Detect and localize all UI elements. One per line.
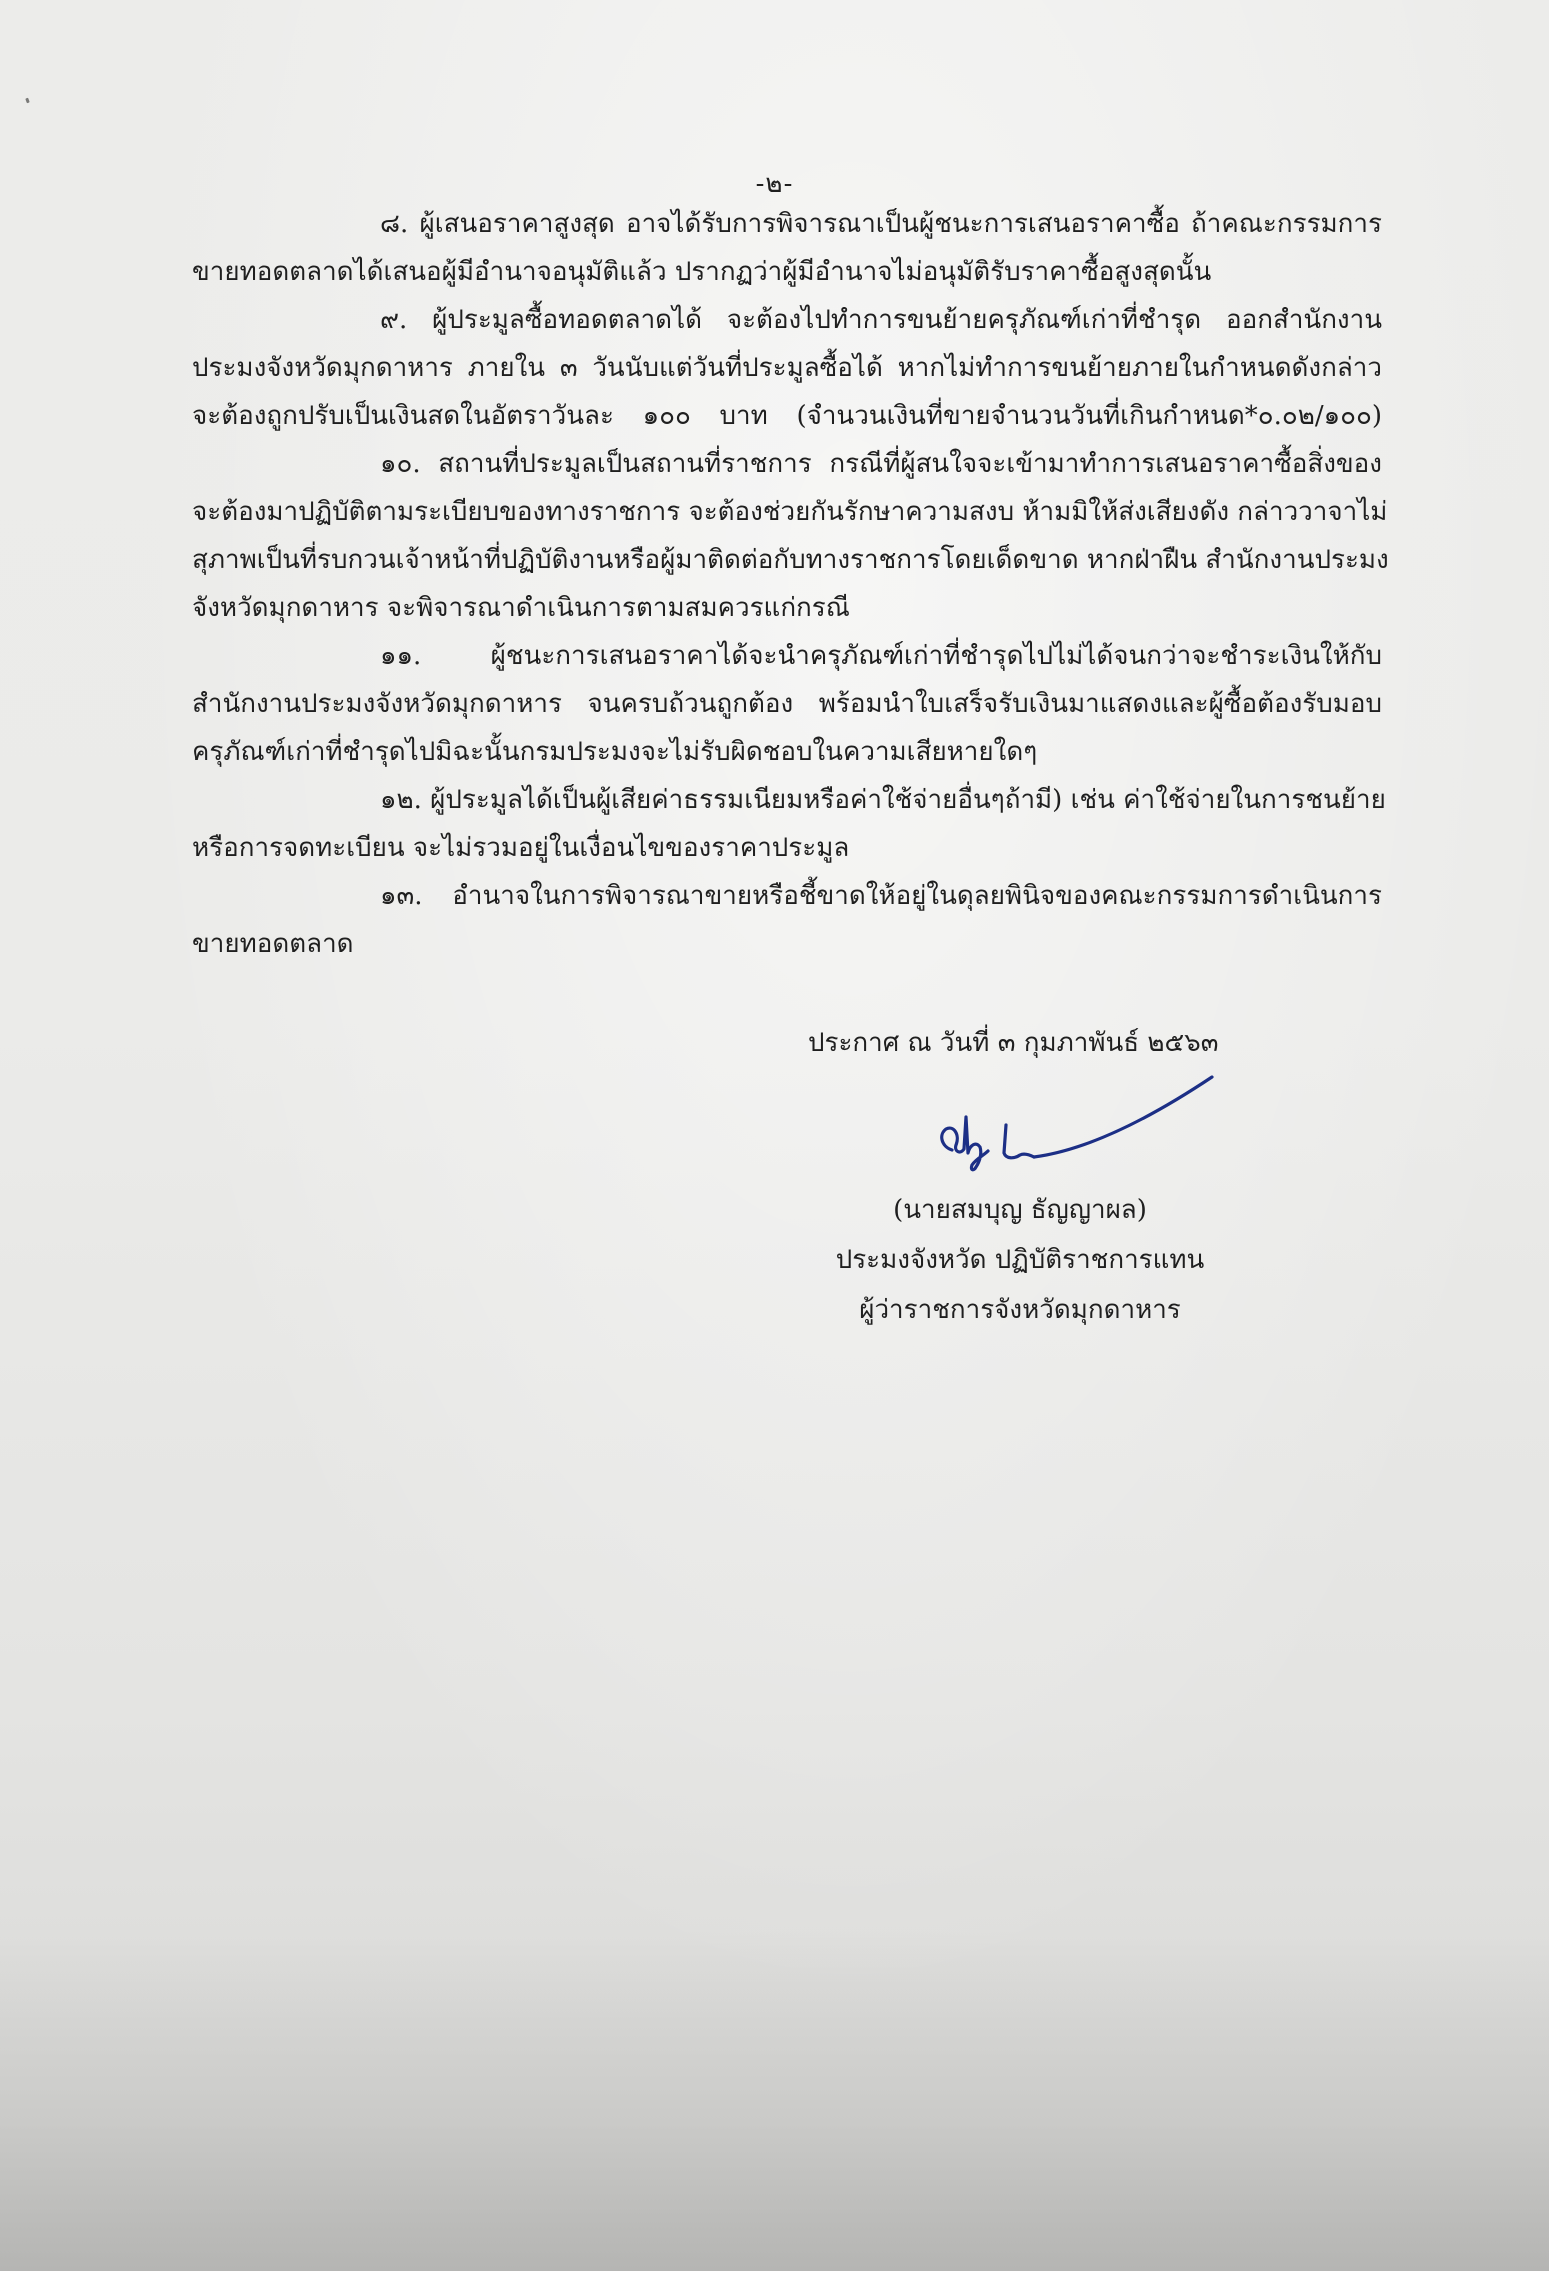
clause-9-line-3: จะต้องถูกปรับเป็นเงินสดในอัตราวันละ ๑๐๐ บาท (จำนวนเงินที่ขายจำนวนวันที่เกินกำหนด*๐.๐๒/๑๐๐)	[192, 401, 1382, 431]
signer-acting-for: ผู้ว่าราชการจังหวัดมุกดาหาร	[859, 1295, 1181, 1325]
clause-9-line-1: ๙. ผู้ประมูลซื้อทอดตลาดได้ จะต้องไปทำการขนย้ายครุภัณฑ์เก่าที่ชำรุด ออกสำนักงาน	[380, 305, 1382, 335]
signer-block	[790, 1185, 1250, 1335]
signer-name: (นายสมบุญ ธัญญาผล)	[893, 1195, 1147, 1225]
clause-9-line-2: ประมงจังหวัดมุกดาหาร ภายใน ๓ วันนับแต่วันที่ประมูลซื้อได้ หากไม่ทำการขนย้ายภายในกำหนดดังกล่าว	[192, 353, 1382, 383]
clause-10-line-2: จะต้องมาปฏิบัติตามระเบียบของทางราชการ จะต้องช่วยกันรักษาความสงบ ห้ามมิให้ส่งเสียงดัง กล่าววาจาไม่	[192, 497, 1388, 527]
paper-speck	[25, 98, 30, 104]
clause-11-line-2: สำนักงานประมงจังหวัดมุกดาหาร จนครบถ้วนถูกต้อง พร้อมนำใบเสร็จรับเงินมาแสดงและผู้ซื้อต้องรับมอบ	[192, 689, 1382, 719]
clause-8-line-2: ขายทอดตลาดได้เสนอผู้มีอำนาจอนุมัติแล้ว ปรากฏว่าผู้มีอำนาจไม่อนุมัติรับราคาซื้อสูงสุดนั้น	[192, 257, 1212, 287]
clause-13-line-2: ขายทอดตลาด	[192, 929, 354, 959]
clause-10-line-3: สุภาพเป็นที่รบกวนเจ้าหน้าที่ปฏิบัติงานหรือผู้มาติดต่อกับทางราชการโดยเด็ดขาด หากฝ่าฝืน สำนักงานประมง	[192, 545, 1389, 575]
signer-position: ประมงจังหวัด ปฏิบัติราชการแทน	[835, 1245, 1205, 1275]
clause-12-line-2: หรือการจดทะเบียน จะไม่รวมอยู่ในเงื่อนไขของราคาประมูล	[192, 833, 850, 863]
paper-shadow	[0, 1931, 1549, 2271]
page-number: -๒-	[755, 169, 794, 199]
clause-8-line-1: ๘. ผู้เสนอราคาสูงสุด อาจได้รับการพิจารณาเป็นผู้ชนะการเสนอราคาซื้อ ถ้าคณะกรรมการ	[380, 209, 1382, 239]
clause-12-line-1: ๑๒. ผู้ประมูลได้เป็นผู้เสียค่าธรรมเนียมหรือค่าใช้จ่ายอื่นๆถ้ามี) เช่น ค่าใช้จ่ายในการชนย้าย	[380, 785, 1386, 815]
announcement-date: ประกาศ ณ วันที่ ๓ กุมภาพันธ์ ๒๕๖๓	[808, 1028, 1219, 1058]
clause-10-line-4: จังหวัดมุกดาหาร จะพิจารณาดำเนินการตามสมควรแก่กรณี	[192, 593, 850, 623]
clause-10-line-1: ๑๐. สถานที่ประมูลเป็นสถานที่ราชการ กรณีที่ผู้สนใจจะเข้ามาทำการเสนอราคาซื้อสิ่งของ	[380, 449, 1382, 479]
clause-11-line-3: ครุภัณฑ์เก่าที่ชำรุดไปมิฉะนั้นกรมประมงจะไม่รับผิดชอบในความเสียหายใดๆ	[192, 737, 1038, 767]
clause-11-line-1: ๑๑. ผู้ชนะการเสนอราคาได้จะนำครุภัณฑ์เก่าที่ชำรุดไปไม่ได้จนกว่าจะชำระเงินให้กับ	[380, 641, 1382, 671]
clause-13-line-1: ๑๓. อำนาจในการพิจารณาขายหรือชี้ขาดให้อยู่ในดุลยพินิจของคณะกรรมการดำเนินการ	[380, 881, 1382, 911]
document-body	[192, 200, 1389, 968]
handwritten-signature	[930, 1055, 1230, 1190]
